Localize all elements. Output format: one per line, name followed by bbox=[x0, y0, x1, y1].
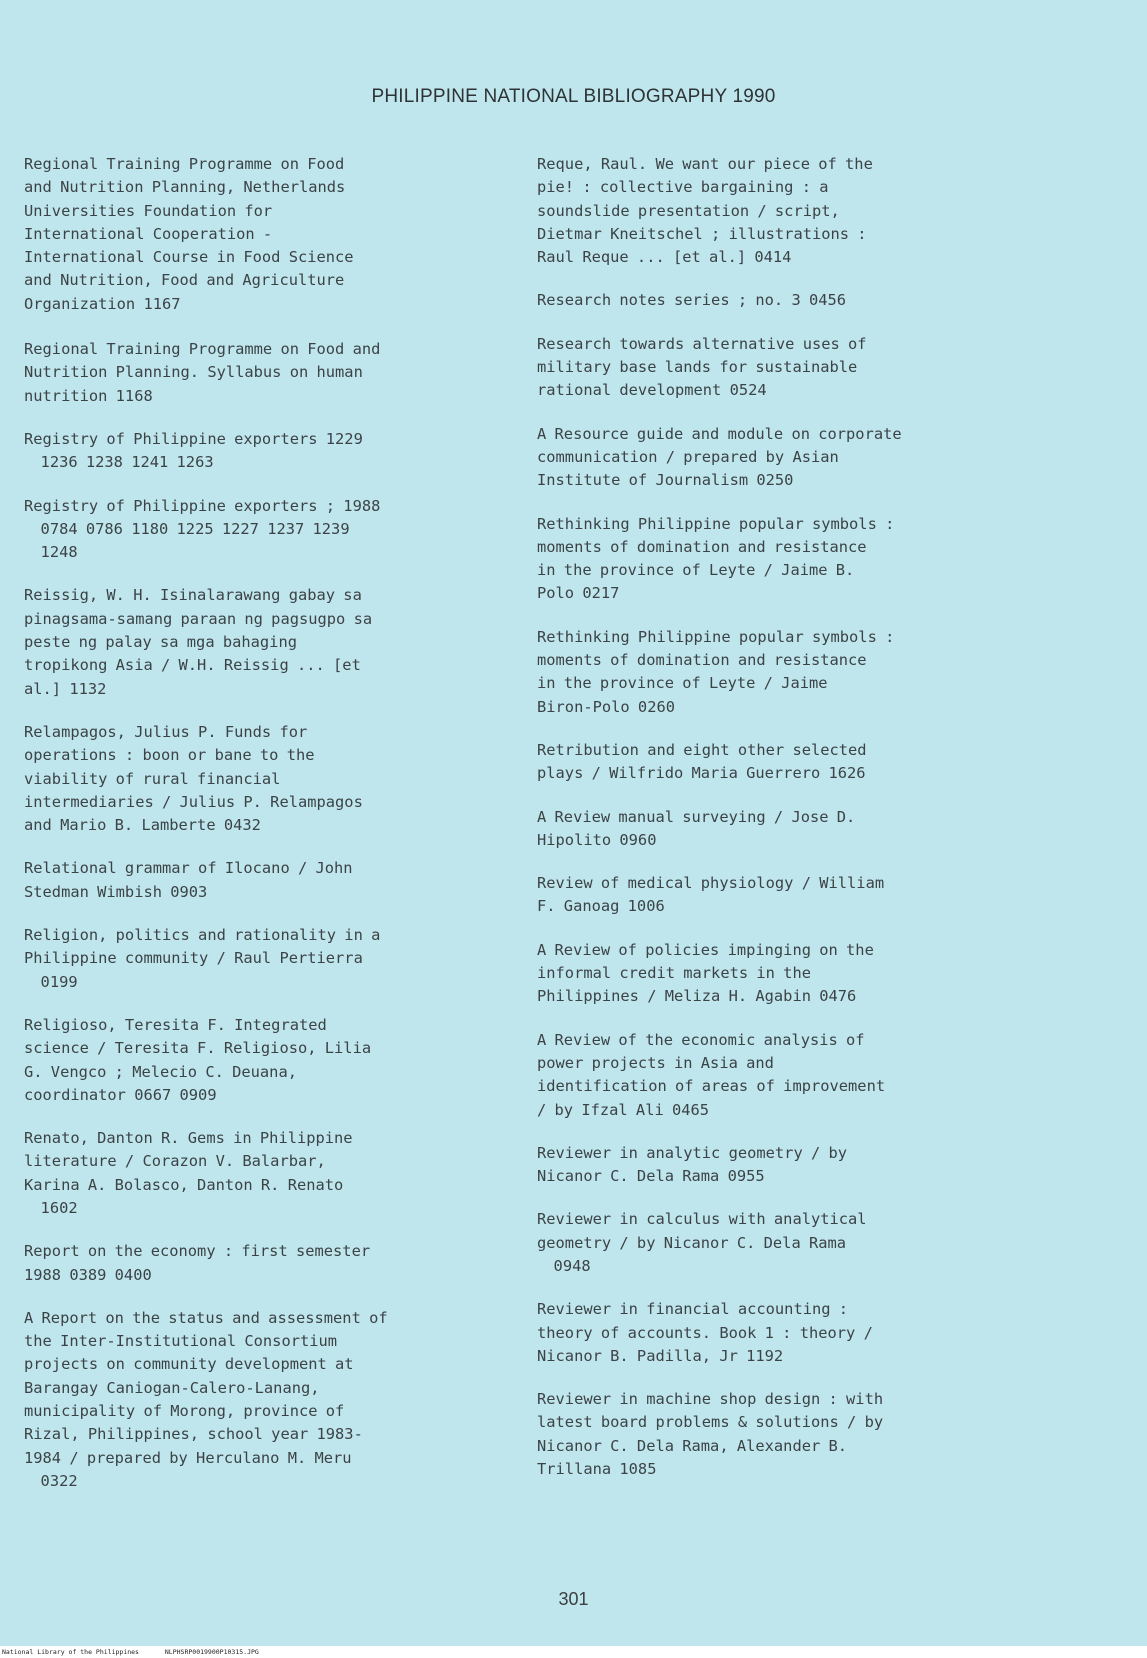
entry-line: Organization 1167 bbox=[24, 294, 181, 313]
page-title: PHILIPPINE NATIONAL BIBLIOGRAPHY 1990 bbox=[371, 86, 776, 107]
entry-line: in the province of Leyte / Jaime bbox=[537, 674, 828, 693]
entry-line: Research notes series ; no. 3 0456 bbox=[537, 291, 847, 310]
entry-line: Registry of Philippine exporters ; 1988 bbox=[24, 496, 381, 515]
entry-line: A Review of the economic analysis of bbox=[537, 1030, 865, 1049]
entry-line: Relational grammar of Ilocano / John bbox=[24, 859, 353, 878]
left-column bbox=[24, 133, 494, 1493]
page-number: 301 bbox=[558, 1589, 589, 1609]
entry-line: Trillana 1085 bbox=[537, 1460, 657, 1479]
entry-line: 0199 bbox=[24, 972, 78, 991]
bibliography-entry bbox=[24, 1240, 494, 1287]
entry-line: Rethinking Philippine popular symbols : bbox=[537, 627, 895, 646]
bibliography-entry bbox=[537, 333, 1007, 403]
entry-line: Research towards alternative uses of bbox=[537, 334, 867, 353]
entry-line: A Report on the status and assessment of bbox=[24, 1308, 388, 1327]
entry-line: Renato, Danton R. Gems in Philippine bbox=[24, 1129, 353, 1148]
bibliography-entry bbox=[24, 1014, 494, 1107]
entry-line: identification of areas of improvement bbox=[537, 1077, 886, 1096]
entry-line: Polo 0217 bbox=[537, 584, 620, 603]
bibliography-entry bbox=[24, 1307, 494, 1493]
entry-line: Rizal, Philippines, school year 1983- bbox=[24, 1425, 363, 1444]
bibliography-entry bbox=[537, 153, 1007, 269]
entry-line: 1602 bbox=[24, 1198, 78, 1217]
entry-line: Reissig, W. H. Isinalarawang gabay sa bbox=[24, 586, 362, 605]
bibliography-entry bbox=[537, 939, 1007, 1009]
entry-line: military base lands for sustainable bbox=[537, 358, 858, 377]
entry-line: theory of accounts. Book 1 : theory / bbox=[537, 1323, 873, 1342]
entry-line: Barangay Caniogan-Calero-Lanang, bbox=[24, 1378, 320, 1397]
entry-line: A Review of policies impinging on the bbox=[537, 940, 874, 959]
entry-line: moments of domination and resistance bbox=[537, 651, 867, 670]
entry-line: Hipolito 0960 bbox=[537, 830, 657, 849]
entry-line: 0948 bbox=[537, 1256, 591, 1275]
entry-line: Reviewer in machine shop design : with bbox=[537, 1390, 884, 1409]
entry-line: the Inter-Institutional Consortium bbox=[24, 1332, 338, 1351]
entry-line: intermediaries / Julius P. Relampagos bbox=[24, 792, 363, 811]
bibliography-entry bbox=[24, 495, 494, 565]
entry-line: and Nutrition, Food and Agriculture bbox=[24, 271, 345, 290]
entry-line: Philippines / Meliza H. Agabin 0476 bbox=[537, 987, 857, 1006]
entry-line: Nutrition Planning. Syllabus on human bbox=[24, 363, 363, 382]
entry-line: A Review manual surveying / Jose D. bbox=[537, 807, 856, 826]
entry-line: Registry of Philippine exporters 1229 bbox=[24, 429, 363, 448]
bibliography-entry bbox=[537, 1208, 1007, 1278]
entry-line: International Course in Food Science bbox=[24, 248, 354, 267]
bibliography-entry bbox=[537, 1142, 1007, 1189]
entry-line: operations : boon or bane to the bbox=[24, 746, 315, 765]
bibliography-entry bbox=[24, 924, 494, 994]
entry-line: Reviewer in calculus with analytical bbox=[537, 1210, 867, 1229]
bibliography-entry bbox=[24, 584, 494, 700]
entry-line: Universities Foundation for bbox=[24, 201, 273, 220]
bibliography-entry bbox=[537, 739, 1007, 786]
entry-line: power projects in Asia and bbox=[537, 1053, 774, 1072]
entry-line: Biron-Polo 0260 bbox=[537, 697, 675, 716]
entry-line: 1236 1238 1241 1263 bbox=[24, 453, 214, 472]
bibliography-entry bbox=[24, 428, 494, 475]
entry-line: Nicanor B. Padilla, Jr 1192 bbox=[537, 1346, 784, 1365]
entry-line: soundslide presentation / script, bbox=[537, 201, 840, 220]
entry-line: 0322 bbox=[24, 1471, 78, 1490]
entry-line: Relampagos, Julius P. Funds for bbox=[24, 722, 308, 741]
entry-line: Reviewer in financial accounting : bbox=[537, 1300, 849, 1319]
right-column bbox=[537, 133, 1007, 1481]
bibliography-entry bbox=[537, 513, 1007, 606]
entry-line: G. Vengco ; Melecio C. Deuana, bbox=[24, 1062, 297, 1081]
entry-line: Religioso, Teresita F. Integrated bbox=[24, 1015, 327, 1034]
entry-line: Stedman Wimbish 0903 bbox=[24, 882, 208, 901]
entry-line: viability of rural financial bbox=[24, 769, 281, 788]
entry-line: and Nutrition Planning, Netherlands bbox=[24, 178, 346, 197]
entry-line: 1248 bbox=[24, 543, 78, 562]
entry-line: Karina A. Bolasco, Danton R. Renato bbox=[24, 1175, 344, 1194]
bibliography-entry bbox=[537, 872, 1007, 919]
entry-line: pinagsama-samang paraan ng pagsugpo sa bbox=[24, 609, 373, 628]
entry-line: coordinator 0667 0909 bbox=[24, 1085, 217, 1104]
entry-line: rational development 0524 bbox=[537, 381, 767, 400]
entry-line: science / Teresita F. Religioso, Lilia bbox=[24, 1039, 372, 1058]
entry-line: Rethinking Philippine popular symbols : bbox=[537, 514, 895, 533]
bibliography-entry bbox=[24, 153, 494, 316]
bibliography-entry bbox=[537, 1298, 1007, 1368]
entry-line: Raul Reque ... [et al.] 0414 bbox=[537, 248, 792, 267]
entry-line: tropikong Asia / W.H. Reissig ... [et bbox=[24, 656, 361, 675]
bibliography-entry bbox=[537, 423, 1007, 493]
entry-line: Nicanor C. Dela Rama, Alexander B. bbox=[537, 1436, 848, 1455]
scan-footer bbox=[0, 1646, 1147, 1658]
entry-line: 1984 / prepared by Herculano M. Meru bbox=[24, 1448, 352, 1467]
entry-line: International Cooperation - bbox=[24, 224, 273, 243]
entry-line: projects on community development at bbox=[24, 1355, 354, 1374]
entry-line: al.] 1132 bbox=[24, 679, 107, 698]
entry-line: Report on the economy : first semester bbox=[24, 1242, 371, 1261]
bibliography-entry bbox=[537, 1388, 1007, 1481]
bibliography-entry bbox=[24, 1127, 494, 1220]
bibliography-entry bbox=[537, 289, 1007, 312]
entry-line: Regional Training Programme on Food and bbox=[24, 340, 381, 359]
entry-line: latest board problems & solutions / by bbox=[537, 1413, 884, 1432]
entry-line: municipality of Morong, province of bbox=[24, 1402, 345, 1421]
entry-line: Reviewer in analytic geometry / by bbox=[537, 1143, 848, 1162]
footer-filename: NLPHSRP0019900P10315.JPG bbox=[164, 1648, 259, 1656]
bibliography-entry bbox=[537, 806, 1007, 853]
entry-line: literature / Corazon V. Balarbar, bbox=[24, 1152, 326, 1171]
entry-line: plays / Wilfrido Maria Guerrero 1626 bbox=[537, 764, 866, 783]
entry-line: Review of medical physiology / William bbox=[537, 874, 885, 893]
entry-line: informal credit markets in the bbox=[537, 964, 811, 983]
entry-line: peste ng palay sa mga bahaging bbox=[24, 633, 297, 652]
entry-line: Reque, Raul. We want our piece of the bbox=[537, 155, 873, 173]
entry-line: 0784 0786 1180 1225 1227 1237 1239 bbox=[24, 519, 350, 538]
footer-library: National Library of the Philippines bbox=[2, 1648, 139, 1656]
entry-line: / by Ifzal Ali 0465 bbox=[537, 1100, 710, 1119]
bibliography-entry bbox=[24, 338, 494, 408]
entry-line: Religion, politics and rationality in a bbox=[24, 926, 381, 945]
entry-line: moments of domination and resistance bbox=[537, 537, 867, 556]
entry-line: nutrition 1168 bbox=[24, 386, 153, 405]
entry-line: Retribution and eight other selected bbox=[537, 740, 867, 759]
entry-line: pie! : collective bargaining : a bbox=[537, 178, 829, 197]
bibliography-entry bbox=[24, 721, 494, 837]
bibliography-entry bbox=[24, 857, 494, 904]
entry-line: F. Ganoag 1006 bbox=[537, 897, 665, 916]
bibliography-entry bbox=[537, 1029, 1007, 1122]
entry-line: communication / prepared by Asian bbox=[537, 447, 839, 466]
bibliography-entry bbox=[537, 626, 1007, 719]
entry-line: in the province of Leyte / Jaime B. bbox=[537, 561, 855, 580]
entry-line: Nicanor C. Dela Rama 0955 bbox=[537, 1167, 765, 1186]
entry-line: Institute of Journalism 0250 bbox=[537, 471, 794, 490]
entry-line: Regional Training Programme on Food bbox=[24, 155, 345, 173]
entry-line: Dietmar Kneitschel ; illustrations : bbox=[537, 224, 867, 243]
entry-line: geometry / by Nicanor C. Dela Rama bbox=[537, 1233, 847, 1252]
entry-line: 1988 0389 0400 bbox=[24, 1265, 152, 1284]
entry-line: A Resource guide and module on corporate bbox=[537, 424, 902, 443]
entry-line: Philippine community / Raul Pertierra bbox=[24, 949, 363, 968]
entry-line: and Mario B. Lamberte 0432 bbox=[24, 816, 261, 835]
